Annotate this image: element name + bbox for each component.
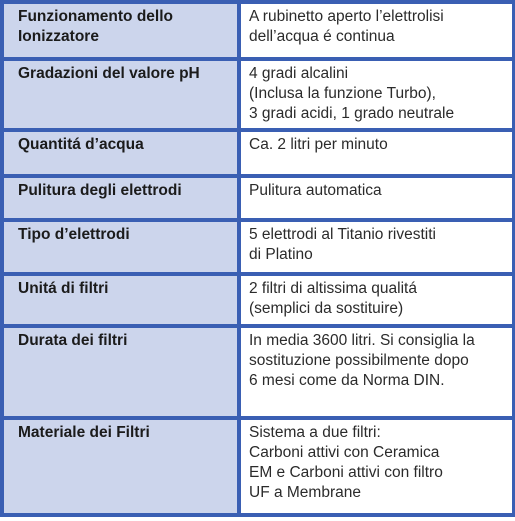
- spec-label: Gradazioni del valore pH: [2, 59, 239, 130]
- table-row: [0, 59, 514, 130]
- spec-value: Ca. 2 litri per minuto: [239, 130, 514, 176]
- spec-value: 4 gradi alcalini (Inclusa la funzione Turbo), 3 gradi acidi, 1 grado neutrale: [239, 59, 514, 130]
- table-row: [0, 176, 514, 220]
- spec-label: Durata dei filtri: [2, 326, 239, 418]
- table-row: [0, 220, 514, 274]
- spec-label: Pulitura degli elettrodi: [2, 176, 239, 220]
- table-row: [0, 418, 514, 515]
- spec-value: In media 3600 litri. Si consiglia la sostituzione possibilmente dopo 6 mesi come da Norma DIN.: [239, 326, 514, 418]
- spec-label: Materiale dei Filtri: [2, 418, 239, 515]
- spec-label: Funzionamento dello Ionizzatore: [2, 2, 239, 59]
- table-row: [0, 274, 514, 326]
- spec-value: A rubinetto aperto l’elettrolisi dell’acqua é continua: [239, 2, 514, 59]
- spec-label: Tipo d’elettrodi: [2, 220, 239, 274]
- table-row: [0, 2, 514, 59]
- table-row: [0, 326, 514, 418]
- spec-value: 2 filtri di altissima qualitá (semplici da sostituire): [239, 274, 514, 326]
- spec-label: Unitá di filtri: [2, 274, 239, 326]
- spec-value: Pulitura automatica: [239, 176, 514, 220]
- spec-value: Sistema a due filtri: Carboni attivi con Ceramica EM e Carboni attivi con filtro UF a Membrane: [239, 418, 514, 515]
- spec-value: 5 elettrodi al Titanio rivestiti di Platino: [239, 220, 514, 274]
- table-row: [0, 130, 514, 176]
- spec-label: Quantitá d’acqua: [2, 130, 239, 176]
